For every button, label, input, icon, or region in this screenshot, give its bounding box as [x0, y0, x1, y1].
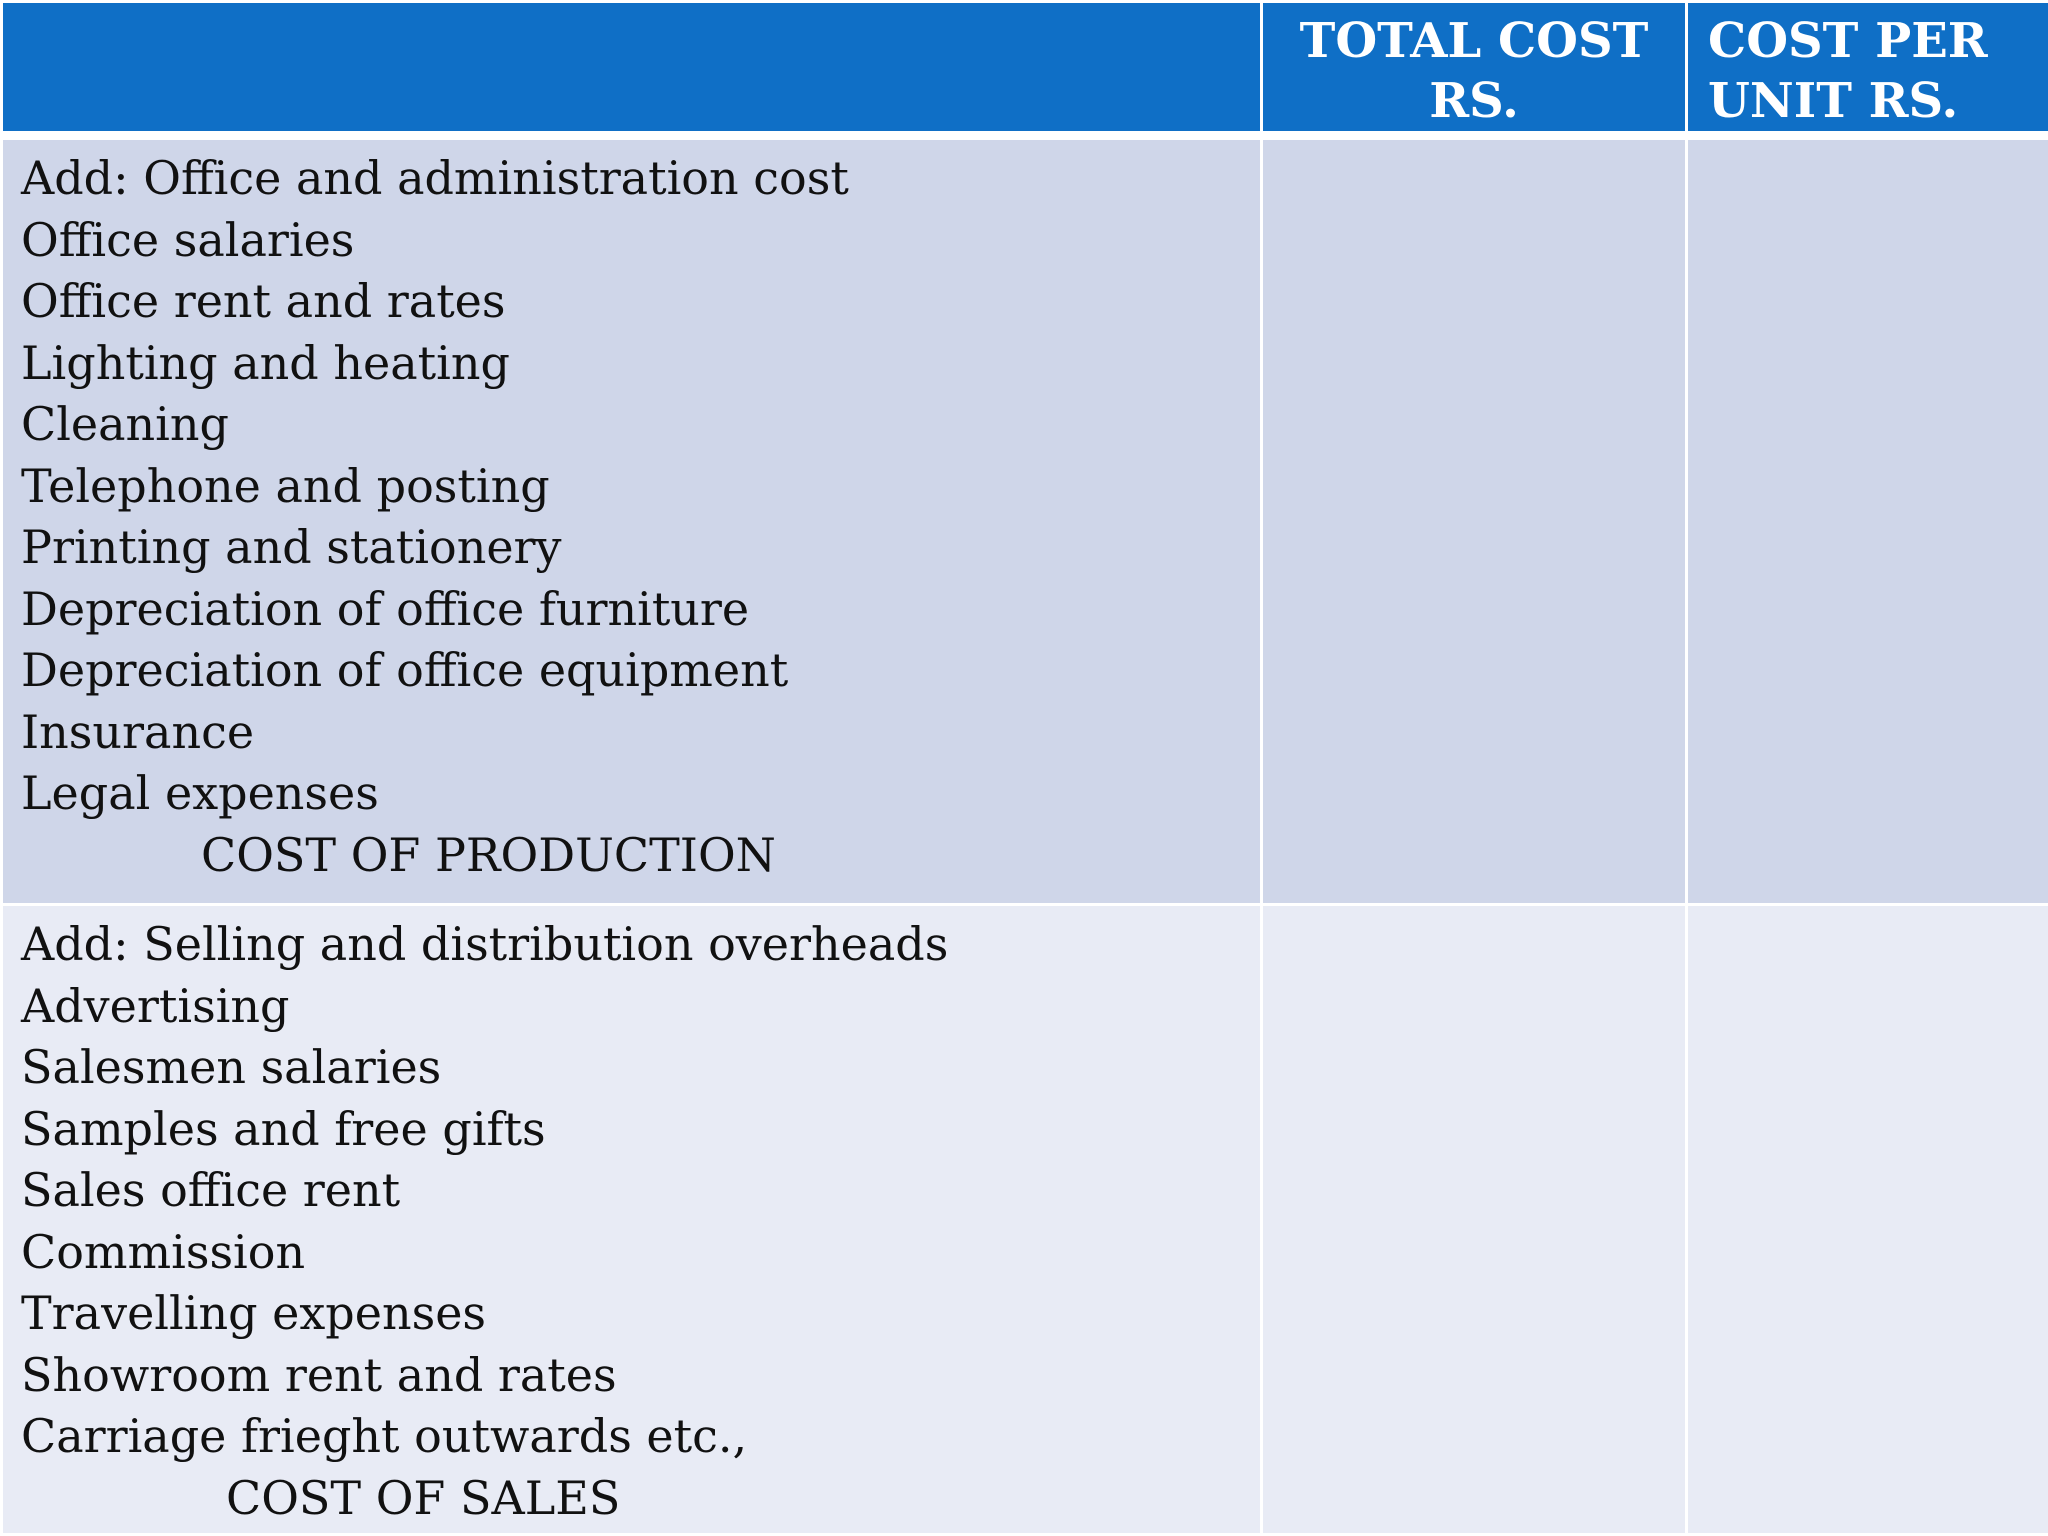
selling-item-list [3, 906, 1260, 1529]
selling-item: Showroom rent and rates [21, 1347, 617, 1402]
selling-item: Advertising [21, 978, 290, 1033]
selling-item: Commission [21, 1224, 306, 1279]
admin-item: Depreciation of office equipment [21, 643, 789, 697]
admin-item: Cleaning [21, 397, 229, 451]
header-cost-per-unit: COST PER UNIT RS. [1687, 2, 2048, 136]
header-total-cost: TOTAL COST RS. [1262, 2, 1687, 136]
admin-cost-per-unit-cell [1687, 136, 2048, 905]
admin-item: Office rent and rates [21, 274, 506, 328]
selling-item: Carriage frieght outwards etc., [21, 1409, 748, 1463]
selling-item: Travelling expenses [21, 1286, 487, 1340]
admin-section-row [2, 136, 2048, 905]
selling-description-cell [2, 905, 1262, 1535]
selling-item: Salesmen salaries [21, 1040, 442, 1094]
header-description-cell [2, 2, 1262, 136]
table-header-row [2, 2, 2048, 136]
admin-item: Insurance [21, 704, 255, 759]
admin-item: Telephone and posting [21, 458, 550, 513]
selling-heading: Add: Selling and distribution overheads [21, 917, 949, 971]
selling-item: Samples and free gifts [21, 1101, 546, 1156]
admin-item: Legal expenses [21, 766, 379, 820]
selling-section-row [2, 905, 2048, 1535]
admin-item: Office salaries [21, 212, 355, 267]
selling-item: Sales office rent [21, 1163, 401, 1217]
admin-item-list [3, 140, 1260, 886]
admin-heading: Add: Office and administration cost [21, 151, 849, 205]
admin-description-cell [2, 136, 1262, 905]
admin-total-cost-cell [1262, 136, 1687, 905]
selling-total-cost-cell [1262, 905, 1687, 1535]
cost-of-production-total: COST OF PRODUCTION [201, 827, 776, 882]
selling-cost-per-unit-cell [1687, 905, 2048, 1535]
admin-item: Lighting and heating [21, 335, 510, 390]
admin-item: Depreciation of office furniture [21, 581, 750, 636]
cost-of-sales-total: COST OF SALES [226, 1470, 621, 1525]
admin-item: Printing and stationery [21, 520, 562, 574]
